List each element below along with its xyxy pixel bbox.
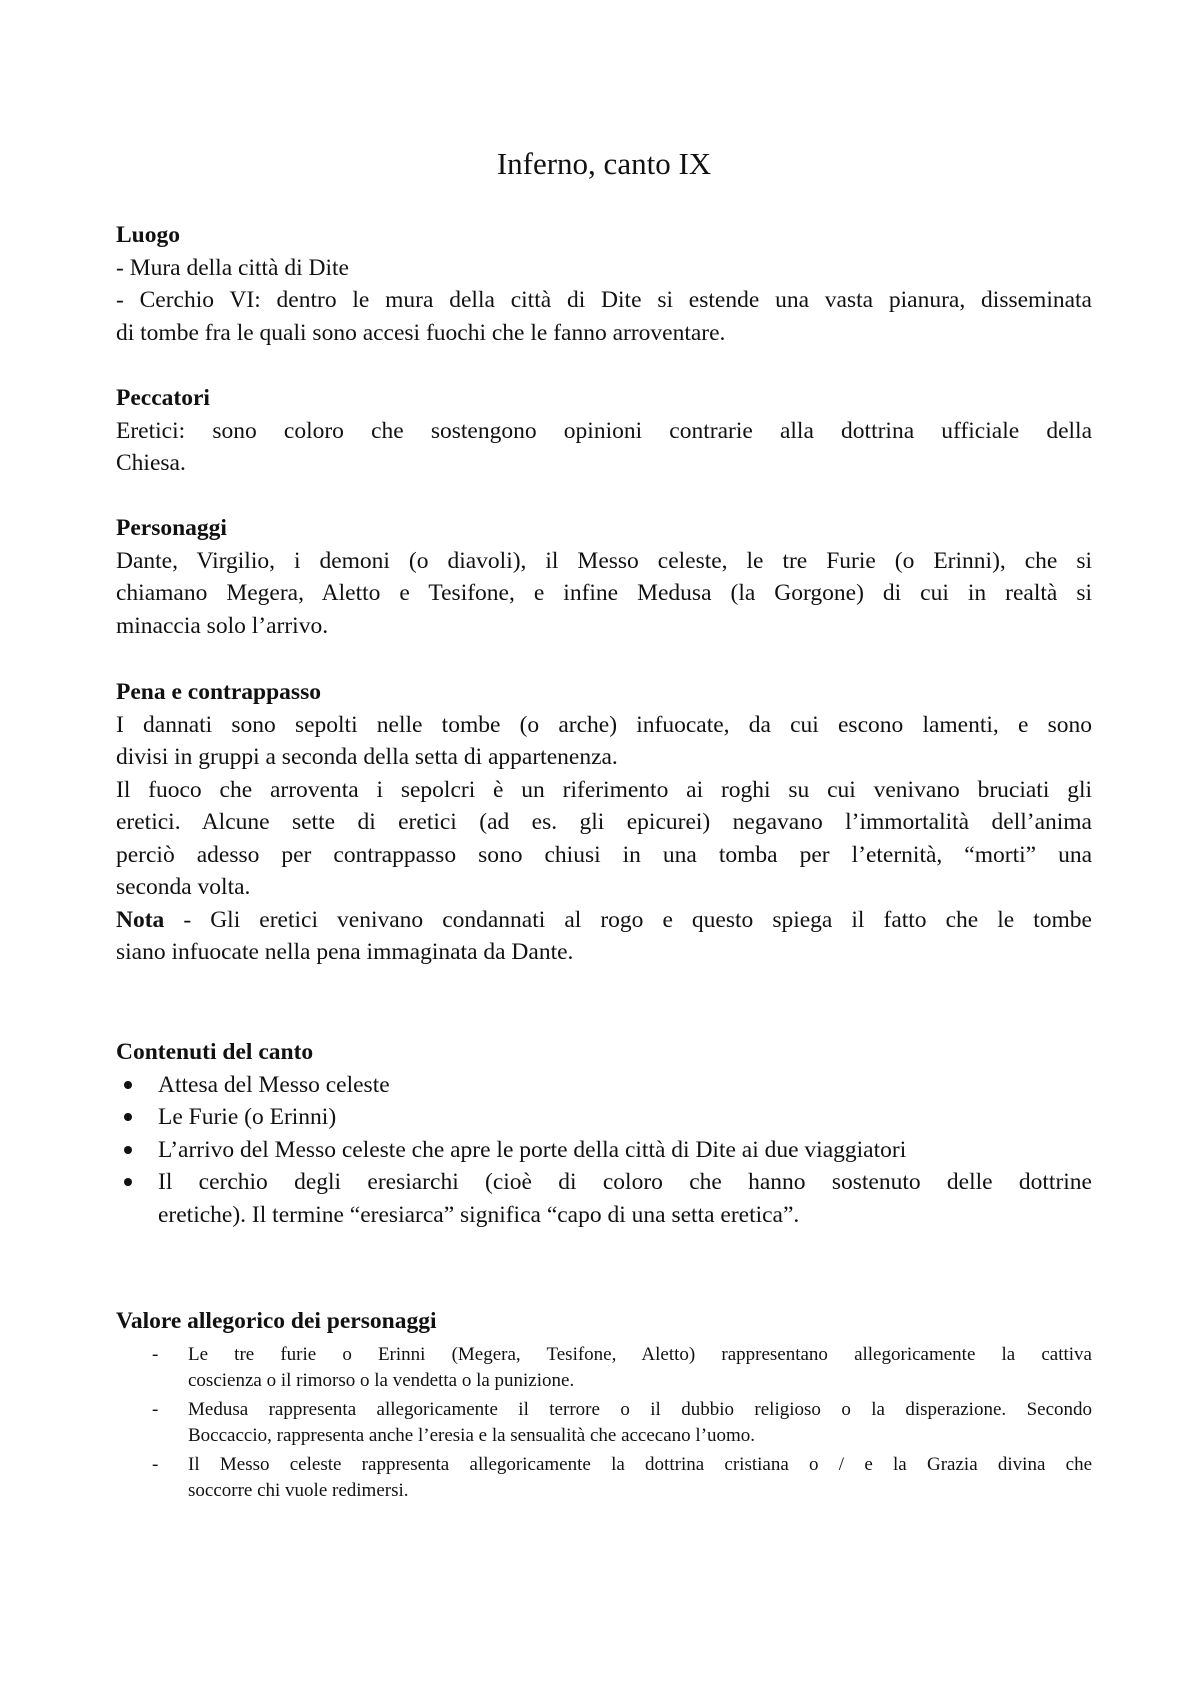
dash-marker: - bbox=[152, 1343, 159, 1365]
page-title: Inferno, canto IX bbox=[496, 146, 712, 181]
list-item-text: eretiche). Il termine “eresiarca” significa “capo di una setta eretica”. bbox=[158, 1201, 800, 1228]
list-item-text: soccorre chi vuole redimersi. bbox=[188, 1479, 409, 1501]
list-item bbox=[116, 1397, 1092, 1449]
list-item bbox=[116, 1166, 1092, 1231]
nota-label: Nota bbox=[116, 906, 165, 933]
list-item-text: coscienza o il rimorso o la vendetta o la punizione. bbox=[188, 1369, 575, 1391]
list-item bbox=[116, 1452, 1092, 1504]
section-heading-valore: Valore allegorico dei personaggi bbox=[116, 1308, 437, 1334]
section-heading-contenuti: Contenuti del canto bbox=[116, 1039, 314, 1065]
list-item bbox=[116, 1342, 1092, 1394]
peccatori-line: Chiesa. bbox=[116, 450, 186, 476]
pena-line: I dannati sono sepolti nelle tombe (o arche) infuocate, da cui escono lamenti, e sono bbox=[116, 711, 1092, 738]
list-item-text: Il cerchio degli eresiarchi (cioè di coloro che hanno sostenuto delle dottrine bbox=[158, 1169, 1092, 1195]
list-item-text: Medusa rappresenta allegoricamente il terrore o il dubbio religioso o la disperazione. Secondo bbox=[188, 1398, 1092, 1420]
luogo-line: - Cerchio VI: dentro le mura della città di Dite si estende una vasta pianura, disseminata bbox=[116, 287, 1092, 313]
section-peccatori bbox=[116, 382, 1092, 480]
dash-marker: - bbox=[152, 1398, 159, 1420]
nota-line: siano infuocate nella pena immaginata da Dante. bbox=[116, 939, 574, 965]
list-item bbox=[116, 1134, 1092, 1167]
luogo-line: - Mura della città di Dite bbox=[116, 254, 349, 281]
luogo-line: di tombe fra le quali sono accesi fuochi che le fanno arroventare. bbox=[116, 319, 726, 346]
dash-marker: - bbox=[152, 1453, 159, 1475]
valore-list bbox=[116, 1342, 1092, 1504]
section-luogo bbox=[116, 219, 1092, 349]
pena-line: seconda volta. bbox=[116, 874, 251, 900]
peccatori-line: Eretici: sono coloro che sostengono opinioni contrarie alla dottrina ufficiale della bbox=[116, 417, 1092, 444]
contenuti-list bbox=[116, 1069, 1092, 1232]
personaggi-line: minaccia solo l’arrivo. bbox=[116, 612, 329, 639]
list-item-text: Le Furie (o Erinni) bbox=[158, 1104, 337, 1130]
nota-text: - Gli eretici venivano condannati al rogo e questo spiega il fatto che le tombe bbox=[164, 906, 1092, 933]
section-contenuti bbox=[116, 1036, 1092, 1231]
bullet-icon bbox=[124, 1178, 132, 1186]
nota-line bbox=[116, 904, 1092, 937]
section-heading-pena: Pena e contrappasso bbox=[116, 679, 321, 705]
list-item-text: Boccaccio, rappresenta anche l’eresia e la sensualità che accecano l’uomo. bbox=[188, 1424, 756, 1446]
section-valore bbox=[116, 1305, 1092, 1507]
personaggi-line: chiamano Megera, Aletto e Tesifone, e infine Medusa (la Gorgone) di cui in realtà si bbox=[116, 580, 1092, 606]
bullet-icon bbox=[124, 1113, 132, 1121]
section-heading-peccatori: Peccatori bbox=[116, 385, 210, 411]
pena-line: eretici. Alcune sette di eretici (ad es. gli epicurei) negavano l’immortalità dell’anima bbox=[116, 809, 1092, 835]
bullet-icon bbox=[124, 1146, 132, 1154]
section-pena bbox=[116, 676, 1092, 969]
section-personaggi bbox=[116, 512, 1092, 642]
section-heading-personaggi: Personaggi bbox=[116, 515, 227, 541]
pena-line: divisi in gruppi a seconda della setta di appartenenza. bbox=[116, 744, 618, 770]
section-heading-luogo: Luogo bbox=[116, 222, 180, 248]
personaggi-line: Dante, Virgilio, i demoni (o diavoli), il Messo celeste, le tre Furie (o Erinni), che si bbox=[116, 547, 1092, 574]
bullet-icon bbox=[124, 1081, 132, 1089]
pena-line: Il fuoco che arroventa i sepolcri è un riferimento ai roghi su cui venivano bruciati gli bbox=[116, 776, 1092, 803]
list-item-text: Attesa del Messo celeste bbox=[158, 1071, 390, 1098]
list-item bbox=[116, 1069, 1092, 1102]
list-item bbox=[116, 1101, 1092, 1134]
list-item-text: L’arrivo del Messo celeste che apre le porte della città di Dite ai due viaggiatori bbox=[158, 1136, 907, 1163]
list-item-text: Le tre furie o Erinni (Megera, Tesifone, Aletto) rappresentano allegoricamente la cattiva bbox=[188, 1343, 1092, 1365]
pena-line: perciò adesso per contrappasso sono chiusi in una tomba per l’eternità, “morti” una bbox=[116, 841, 1092, 868]
list-item-text: Il Messo celeste rappresenta allegoricamente la dottrina cristiana o / e la Grazia divina che bbox=[188, 1453, 1092, 1475]
